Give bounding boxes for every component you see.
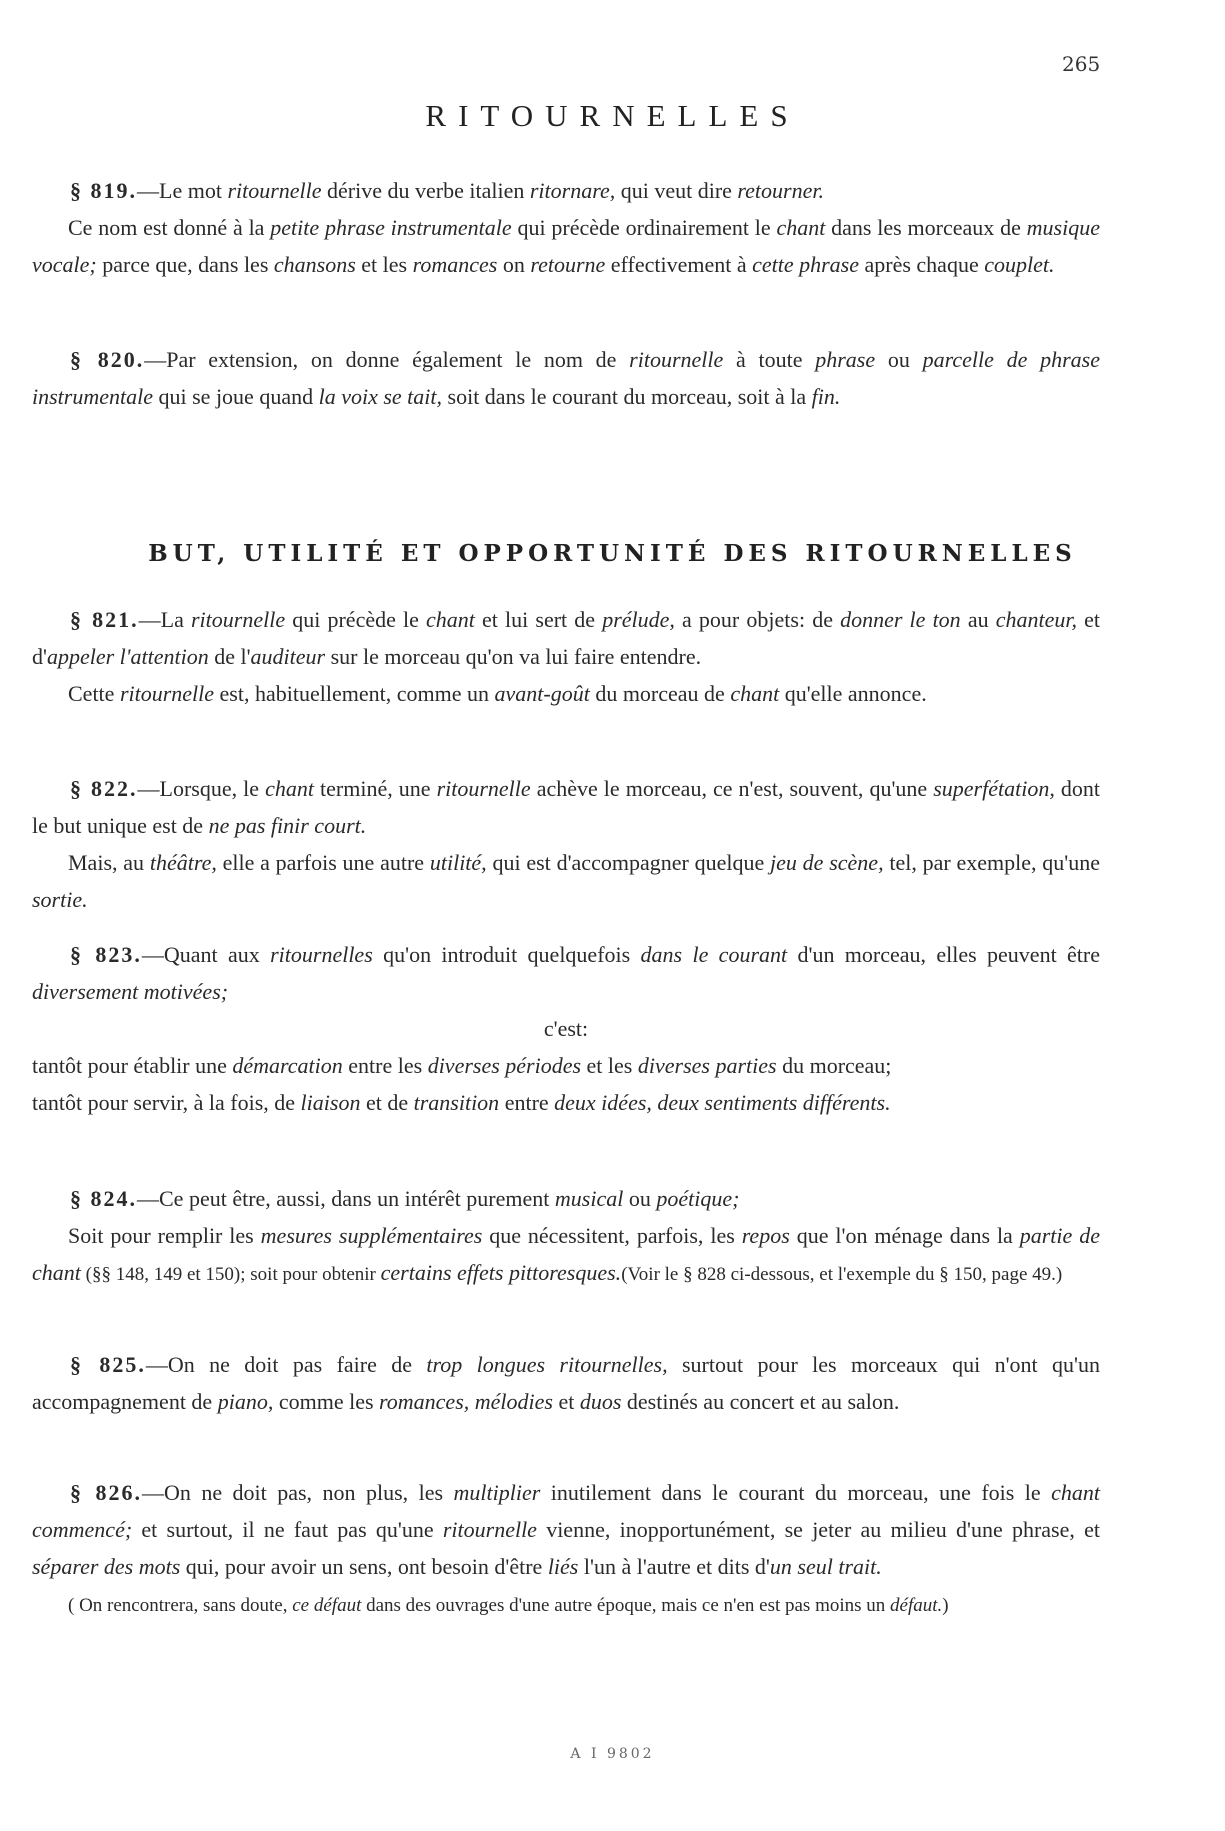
paragraph-823: § 823.—Quant aux ritournelles qu'on introduit quelquefois dans le courant d'un morceau, elles peuvent être diversement motivées; c'est: tantôt pour établir une démarcation entre les diverses périodes et les diverses parties du morceau; tantôt pour servir, à la fois, de liaison et de transition entre deux idées, deux sentiments différents. bbox=[32, 942, 1100, 1115]
section-number: § 826. bbox=[70, 1480, 142, 1505]
section-number: § 821. bbox=[70, 607, 139, 632]
page-number: 265 bbox=[1062, 52, 1101, 76]
section-number: § 822. bbox=[70, 776, 138, 801]
page-title: RITOURNELLES bbox=[425, 98, 800, 133]
section-number: § 820. bbox=[70, 347, 145, 372]
section-number: § 819. bbox=[70, 178, 137, 203]
paragraph-825: § 825.—On ne doit pas faire de trop longues ritournelles, surtout pour les morceaux qui n'ont qu'un accompagnement de piano, comme les romances, mélodies et duos destinés au concert et au salon. bbox=[32, 1352, 1100, 1414]
paragraph-824: § 824.—Ce peut être, aussi, dans un intérêt purement musical ou poétique; Soit pour remplir les mesures supplémentaires que nécessitent, parfois, les repos que l'on ménage dans la partie de chant (§§ 148, 149 et 150); soit pour obtenir certains effets pittoresques.(Voir le § 828 ci-dessous, et l'exemple du § 150, page 49.) bbox=[32, 1186, 1100, 1285]
paragraph-819: § 819.—Le mot ritournelle dérive du verbe italien ritornare, qui veut dire retourner. Ce nom est donné à la petite phrase instrumentale qui précède ordinairement le chant dans les morceaux de musique vocale; parce que, dans les chansons et les romances on retourne effectivement à cette phrase après chaque couplet. bbox=[32, 178, 1100, 277]
section-heading: BUT, UTILITÉ ET OPPORTUNITÉ DES RITOURNELLES bbox=[148, 540, 1077, 567]
paragraph-826: § 826.—On ne doit pas, non plus, les multiplier inutilement dans le courant du morceau, une fois le chant commencé; et surtout, il ne faut pas qu'une ritournelle vienne, inopportunément, se jeter au milieu d'une phrase, et séparer des mots qui, pour avoir un sens, ont besoin d'être liés l'un à l'autre et dits d'un seul trait. ( On rencontrera, sans doute, ce défaut dans des ouvrages d'une autre époque, mais ce n'en est pas moins un défaut.) bbox=[32, 1480, 1101, 1616]
section-number: § 824. bbox=[70, 1186, 137, 1211]
section-number: § 823. bbox=[70, 942, 142, 967]
paragraph-821: § 821.—La ritournelle qui précède le chant et lui sert de prélude, a pour objets: de donner le ton au chanteur, et d'appeler l'attention de l'auditeur sur le morceau qu'on va lui faire entendre. Cette ritournelle est, habituellement, comme un avant-goût du morceau de chant qu'elle annonce. bbox=[32, 607, 1100, 706]
section-number: § 825. bbox=[70, 1352, 146, 1377]
paragraph-820: § 820.—Par extension, on donne également le nom de ritournelle à toute phrase ou parcelle de phrase instrumentale qui se joue quand la voix se tait, soit dans le courant du morceau, soit à la fin. bbox=[32, 347, 1100, 409]
footer-stamp: A I 9802 bbox=[570, 1746, 655, 1762]
paragraph-822: § 822.—Lorsque, le chant terminé, une ritournelle achève le morceau, ce n'est, souvent, qu'une superfétation, dont le but unique est de ne pas finir court. Mais, au théâtre, elle a parfois une autre utilité, qui est d'accompagner quelque jeu de scène, tel, par exemple, qu'une sortie. bbox=[32, 776, 1101, 912]
